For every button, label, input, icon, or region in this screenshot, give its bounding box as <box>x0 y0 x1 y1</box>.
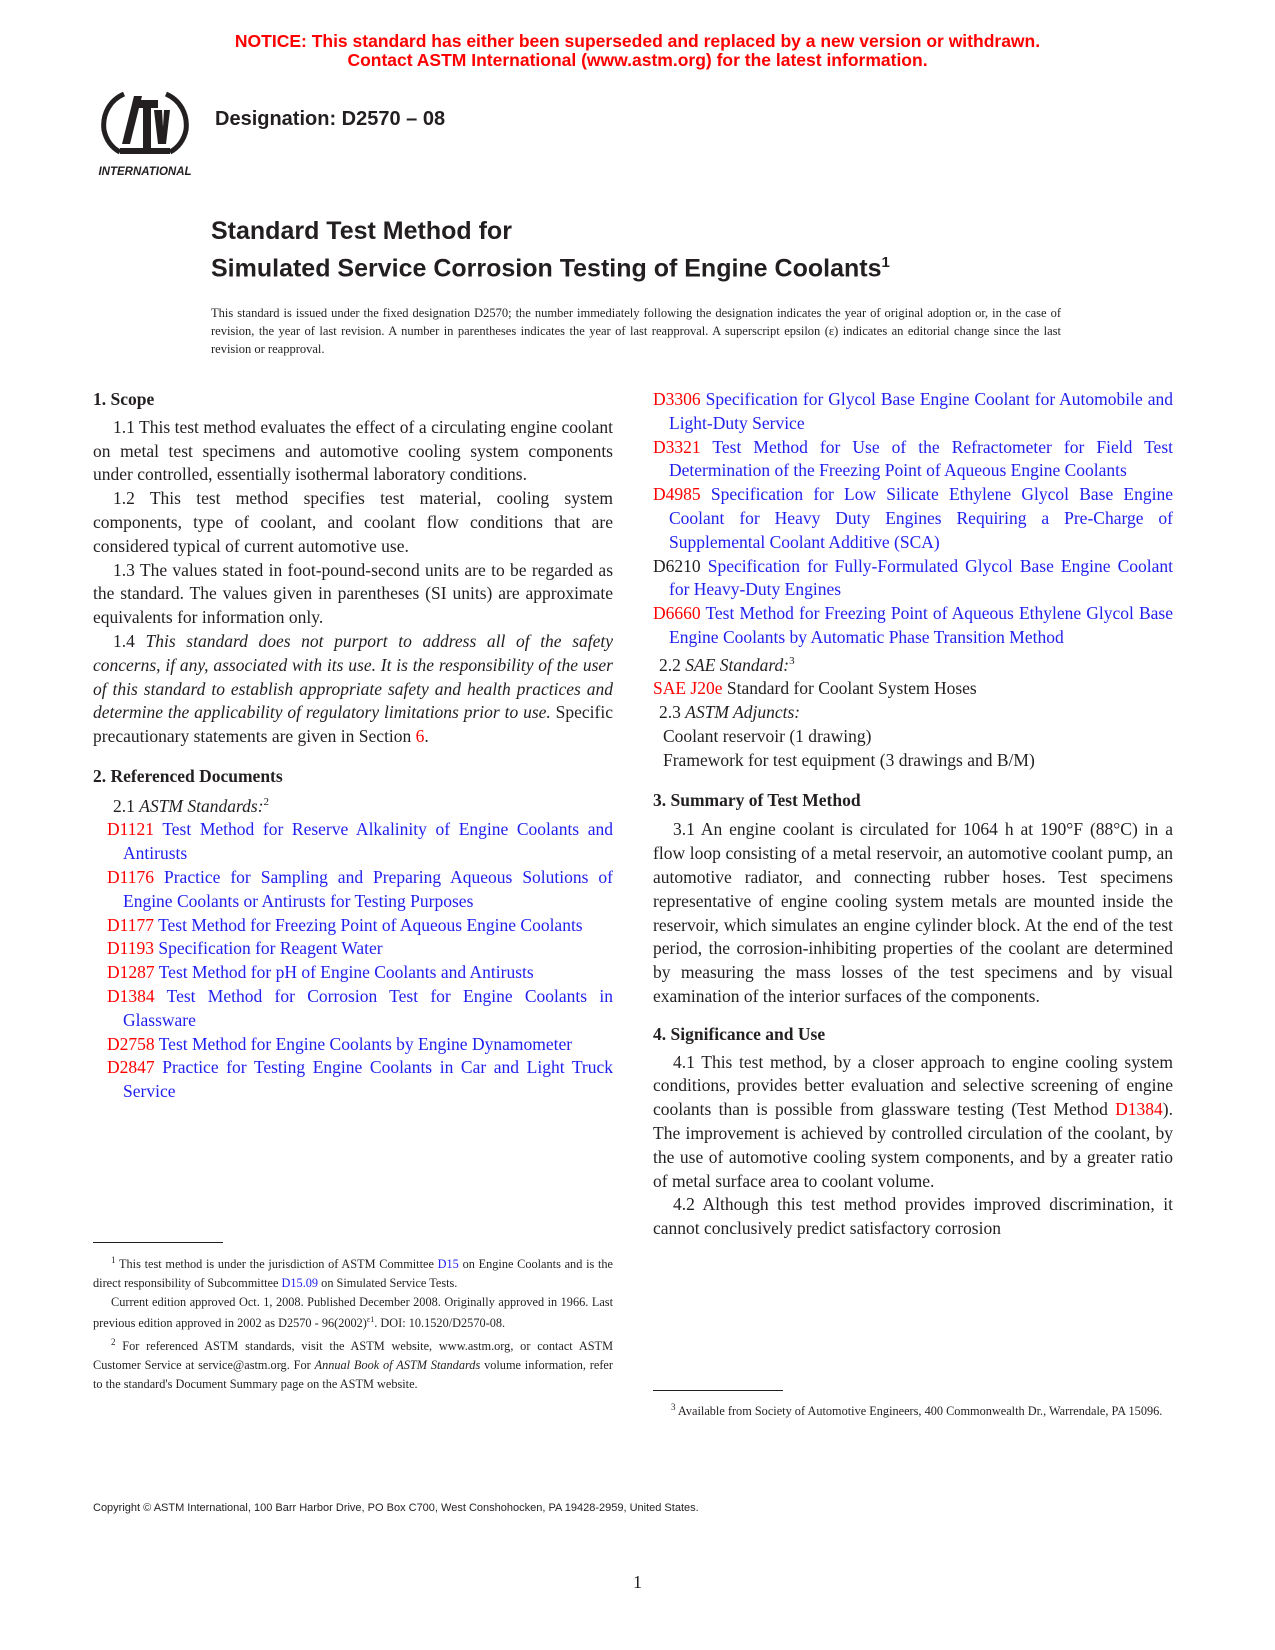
astm-logo-icon <box>92 86 198 182</box>
footnote-1-edition: Current edition approved Oct. 1, 2008. Published December 2008. Originally approved in 1966. Last previous edition approved in 2002 as $D2570 - 96(2002)^{\varepsilon 1}$. DOI: 10.1520/D2570-08. <box>93 1294 613 1331</box>
subcommittee-link[interactable]: D15.09 <box>281 1275 319 1290</box>
summary-para-1: 3.1 An engine coolant is circulated for 1064 h at 190°F (88°C) in a flow loop consisting of a metal reservoir, an automotive coolant pump, an automotive radiator, and connecting rubber hoses. Test specimens representative of engine cooling system metals are mounted inside the reservoir, which simulates an engine cylinder block. At the end of the test period, the corrosion-inhibiting properties of the coolant are determined by measuring the mass losses of the test specimens and by visual examination of the interior surfaces of the components. <box>653 819 1173 1006</box>
title-line-2: Simulated Service Corrosion Testing of Engine Coolants$^1$ <box>211 254 890 283</box>
ref-item[interactable]: D3306 Specification for Glycol Base Engine Coolant for Automobile and Light-Duty Service <box>653 389 1173 433</box>
page-number: 1 <box>633 1572 642 1592</box>
ref-item[interactable]: D6660 Test Method for Freezing Point of Aqueous Ethylene Glycol Base Engine Coolants by Automatic Phase Transition Method <box>653 603 1174 647</box>
significance-para-1: 4.1 This test method, by a closer approach to engine cooling system conditions, provides better evaluation and selective screening of engine coolants than is possible from glassware testing (Test Method D1384). The improvement is achieved by controlled circulation of the coolant, by the use of automotive cooling system components, and by a greater ratio of metal surface area to coolant volume. <box>653 1051 1173 1191</box>
scope-para-4: 1.4 This standard does not purport to address all of the safety concerns, if any, associated with its use. It is the responsibility of the user of this standard to establish appropriate safety and health practices and determine the applicability of regulatory limitations prior to use. Specific precautionary statements are given in Section 6. <box>93 630 614 747</box>
ref-item[interactable]: D1287 Test Method for pH of Engine Coolants and Antirusts <box>107 962 534 983</box>
significance-para-2: 4.2 Although this test method provides improved discrimination, it cannot conclusively predict satisfactory corrosion <box>653 1194 1173 1239</box>
refdocs-heading: 2. Referenced Documents <box>93 765 283 786</box>
footnote-divider-right <box>653 1390 783 1391</box>
ref-list-left <box>93 818 613 1104</box>
notice-line-1: NOTICE: This standard has either been superseded and replaced by a new version or withdrawn. <box>234 31 1041 51</box>
adjunct-2: Framework for test equipment (3 drawings and B/M) <box>663 749 1035 770</box>
ref-item[interactable]: D1121 Test Method for Reserve Alkalinity of Engine Coolants and Antirusts <box>107 819 613 864</box>
section-6-link[interactable]: 6 <box>415 726 425 747</box>
document-title <box>211 216 890 284</box>
title-footnote-mark: 1 <box>881 254 890 271</box>
footnote-divider-left <box>93 1242 223 1243</box>
ref-item[interactable]: D1177 Test Method for Freezing Point of Aqueous Engine Coolants <box>107 914 583 935</box>
ref-item[interactable]: D2758 Test Method for Engine Coolants by Engine Dynamometer <box>107 1033 573 1054</box>
withdrawal-notice <box>0 32 1275 70</box>
d1384-link[interactable]: D1384 <box>1115 1099 1163 1120</box>
designation: Designation: D2570 – 08 <box>215 108 446 130</box>
ref-item[interactable]: D3321 Test Method for Use of the Refractometer for Field Test Determination of the Freezing Point of Aqueous Engine Coolants <box>653 436 1173 481</box>
ref-item[interactable]: D2847 Practice for Testing Engine Coolants in Car and Light Truck Service <box>107 1057 613 1102</box>
right-column <box>653 388 1173 1241</box>
title-line-1: Standard Test Method for <box>211 217 512 245</box>
committee-d15-link[interactable]: D15 <box>437 1257 459 1272</box>
footnote-2: $^2$ For referenced ASTM standards, visit the ASTM website, www.astm.org, or contact ASTM Customer Service at service@astm.org. For Annual Book of ASTM Standards volume information, refer to the standard's Document Summary page on the ASTM website. <box>93 1337 613 1391</box>
summary-heading: 3. Summary of Test Method <box>653 789 861 810</box>
ref-item[interactable]: D1384 Test Method for Corrosion Test for Engine Coolants in Glassware <box>107 985 613 1030</box>
footnote-3: $^3$ Available from Society of Automotive Engineers, 400 Commonwealth Dr., Warrendale, PA 15096. <box>671 1402 1163 1419</box>
sae-standard-label: 2.2 SAE Standard:$^3$ <box>659 654 795 675</box>
significance-heading: 4. Significance and Use <box>653 1023 826 1044</box>
footnotes-right <box>653 1398 1173 1421</box>
adjunct-1: Coolant reservoir (1 drawing) <box>663 725 872 746</box>
preamble: This standard is issued under the fixed designation D2570; the number immediately following the designation indicates the year of original adoption or, in the case of revision, the year of last revision. A number in parentheses indicates the year of last reapproval. A superscript epsilon (ε) indicates an editorial change since the last revision or reapproval. <box>211 306 1061 356</box>
scope-para-2: 1.2 This test method specifies test material, cooling system components, type of coolant, and coolant flow conditions that are considered typical of current automotive use. <box>93 488 613 556</box>
left-column <box>93 388 613 1104</box>
footnote-1: $^1$ This test method is under the jurisdiction of ASTM Committee D15 on Engine Coolants and is the direct responsibility of Subcommittee D15.09 on Simulated Service Tests. <box>93 1255 614 1290</box>
copyright: Copyright © ASTM International, 100 Barr Harbor Drive, PO Box C700, West Conshohocken, PA 19428-2959, United States. <box>93 1502 699 1514</box>
scope-para-3: 1.3 The values stated in foot-pound-second units are to be regarded as the standard. The values given in parentheses (SI units) are approximate equivalents for information only. <box>93 559 613 628</box>
astm-standards-label: 2.1 ASTM Standards:$^2$ <box>113 795 270 816</box>
footnotes-left <box>93 1251 613 1393</box>
logo-text: INTERNATIONAL <box>98 166 192 178</box>
sae-ref[interactable]: SAE J20e Standard for Coolant System Hoses <box>653 678 977 699</box>
ref-item[interactable]: D4985 Specification for Low Silicate Ethylene Glycol Base Engine Coolant for Heavy Duty Engines Requiring a Pre-Charge of Supplemental Coolant Additive (SCA) <box>653 484 1174 552</box>
ref-item[interactable]: D1193 Specification for Reagent Water <box>107 938 383 959</box>
ref-item[interactable]: D1176 Practice for Sampling and Preparing Aqueous Solutions of Engine Coolants or Antirusts for Testing Purposes <box>107 866 614 911</box>
ref-item: D6210 Specification for Fully-Formulated Glycol Base Engine Coolant for Heavy-Duty Engines <box>653 555 1173 600</box>
scope-para-1: 1.1 This test method evaluates the effect of a circulating engine coolant on metal test specimens and automotive cooling system components under controlled, essentially isothermal laboratory conditions. <box>93 416 613 485</box>
astm-logo <box>92 86 198 182</box>
notice-line-2: Contact ASTM International (www.astm.org) for the latest information. <box>347 50 928 70</box>
adjuncts-label: 2.3 ASTM Adjuncts: <box>659 702 801 723</box>
ref-list-right <box>653 388 1173 650</box>
scope-heading: 1. Scope <box>93 389 155 409</box>
